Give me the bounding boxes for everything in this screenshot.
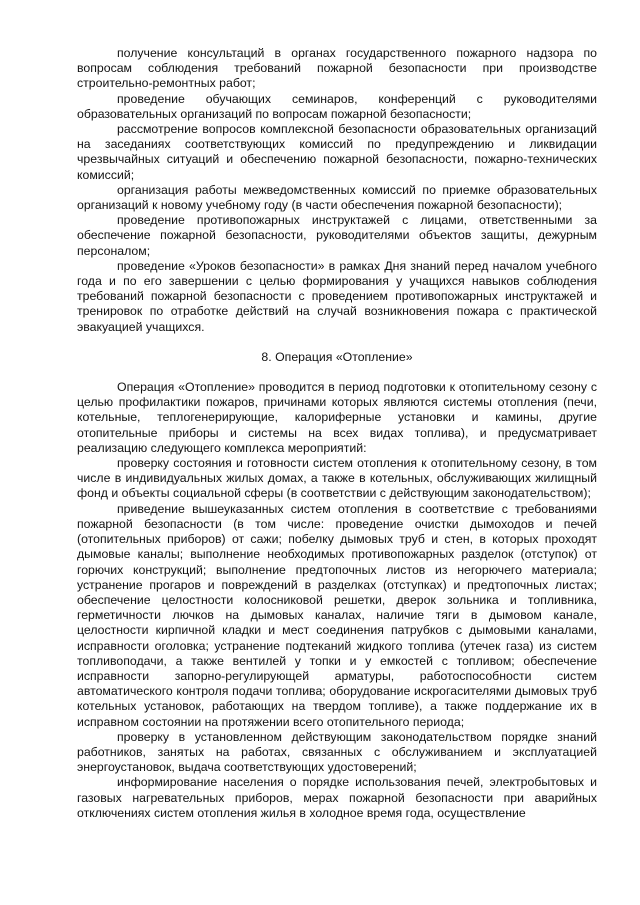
section-7-item-consultations: получение консультаций в органах государственного пожарного надзора по вопросам соблюдения требований пожарной безопасности при производстве строительно-ремонтных работ; bbox=[77, 46, 597, 91]
section-8-item-heating-check: проверку состояния и готовности систем отопления к отопительному сезону, в том числе в индивидуальных жилых домах, а также в котельных, обслуживающих жилищный фонд и объекты социальной сферы (в соответствии с действующим законодательством); bbox=[77, 456, 597, 501]
section-7-item-fire-briefings: проведение противопожарных инструктажей с лицами, ответственными за обеспечение пожарной безопасности, руководителями объектов защиты, дежурным персоналом; bbox=[77, 213, 597, 258]
section-8-item-public-info: информирование населения о порядке использования печей, электробытовых и газовых нагревательных приборов, мерах пожарной безопасности при аварийных отключениях систем отопления жилья в холодное время года, осуществление bbox=[77, 775, 597, 820]
section-7-item-seminars: проведение обучающих семинаров, конференций с руководителями образовательных организаций по вопросам пожарной безопасности; bbox=[77, 91, 597, 121]
section-7-item-safety-lessons: проведение «Уроков безопасности» в рамках Дня знаний перед началом учебного года и по его завершении с целью формирования у учащихся навыков соблюдения требований пожарной безопасности с проведением противопожарных инструктажей и тренировок по отработке действий на случай возникновения пожара с практической эвакуацией учащихся. bbox=[77, 258, 597, 334]
section-8-item-heating-compliance: приведение вышеуказанных систем отопления в соответствие с требованиями пожарной безопасности (в том числе: проведение очистки дымоходов и печей (отопительных приборов) от сажи; побелку дымовых труб и стен, в которых проходят дымовые каналы; выполнение необходимых противопожарных разделок (отступок) от горючих конструкций; выполнение предтопочных листов из негорючего материала; устранение прогаров и повреждений в разделках (отступках) и предтопочных листах; обеспечение целостности колосниковой решетки, дверок зольника и топливника, герметичности лючков на дымовых каналах, наличие тяги в дымовом канале, целостности кирпичной кладки и мест соединения патрубков с дымовыми каналами, исправности оголовка; устранение подтеканий жидкого топлива (утечек газа) из систем топливоподачи, а также вентилей у топки и у емкостей с топливом; обеспечение исправности запорно-регулирующей арматуры, работоспособности систем автоматического контроля подачи топлива; оборудование искрогасителями дымовых труб котельных установок, работающих на твердом топливе), а также поддержание их в исправном состоянии на протяжении всего отопительного периода; bbox=[77, 501, 597, 729]
section-8-intro: Операция «Отопление» проводится в период подготовки к отопительному сезону с целью профилактики пожаров, причинами которых являются системы отопления (печи, котельные, теплогенерирующие, калориферные установки и камины, другие отопительные приборы и системы на всех видах топлива), и предусматривает реализацию следующего комплекса мероприятий: bbox=[77, 380, 597, 455]
section-8-heading: 8. Операция «Отопление» bbox=[261, 349, 413, 364]
section-7-item-interagency-commissions: организация работы межведомственных комиссий по приемке образовательных организаций к новому учебному году (в части обеспечения пожарной безопасности); bbox=[77, 182, 597, 213]
document-page bbox=[77, 46, 597, 821]
section-7-item-commissions-review: рассмотрение вопросов комплексной безопасности образовательных организаций на заседаниях соответствующих комиссий по предупреждению и ликвидации чрезвычайных ситуаций и обеспечению пожарной безопасности, пожарно-технических комиссий; bbox=[77, 122, 597, 182]
section-8-item-knowledge-check: проверку в установленном действующим законодательством порядке знаний работников, занятых на работах, связанных с обслуживанием и эксплуатацией энергоустановок, выдача соответствующих удостоверений; bbox=[77, 729, 597, 775]
